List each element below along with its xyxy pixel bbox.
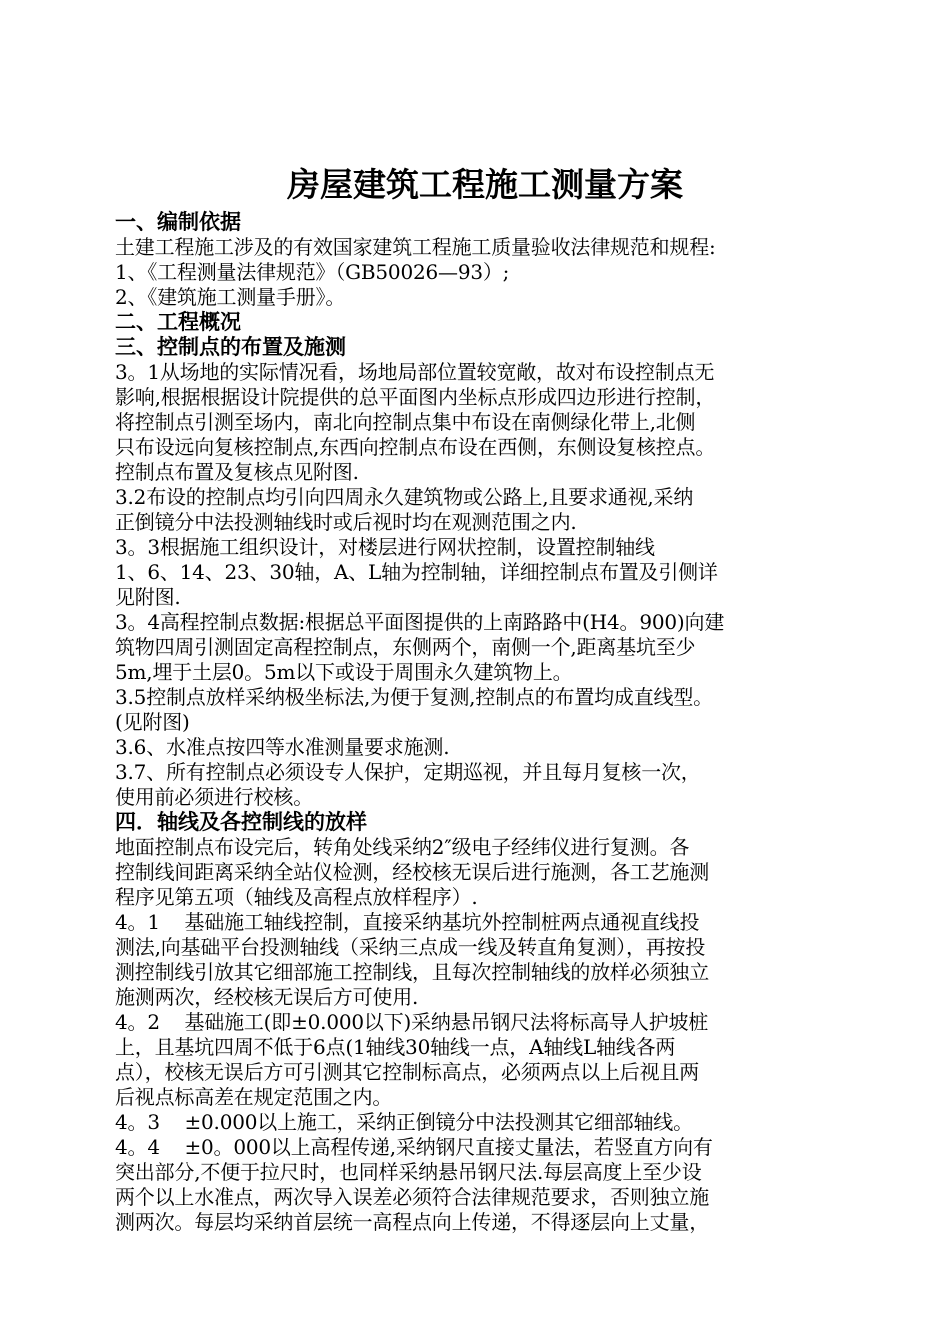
paragraph-line: 2、《建筑施工测量手册》。 (115, 285, 346, 309)
paragraph-line: 1、《工程测量法律规范》（GB50026—93）; (115, 260, 510, 284)
paragraph-line: 点），校核无误后方可引测其它控制标高点，必须两点以上后视且两 (115, 1060, 699, 1084)
paragraph-line: 施测两次，经校核无误后方可使用. (115, 985, 419, 1009)
paragraph (115, 560, 845, 610)
paragraph-line: 见附图. (115, 585, 181, 609)
paragraph-line: 3.2布设的控制点均引向四周永久建筑物或公路上,且要求通视,采纳 (115, 485, 694, 509)
paragraph-line: 控制点布置及复核点见附图. (115, 460, 359, 484)
paragraph-line: 使用前必须进行校核。 (115, 785, 313, 809)
paragraph-line: 4。2 基础施工(即±0.000以下)采纳悬吊钢尺法将标高导人护坡桩 (115, 1010, 709, 1034)
paragraph-line: 上，且基坑四周不低于6点(1轴线30轴线一点，A轴线L轴线各两 (115, 1035, 676, 1059)
paragraph-line: 将控制点引测至场内，南北向控制点集中布设在南侧绿化带上,北侧 (115, 410, 696, 434)
paragraph (115, 285, 845, 310)
paragraph-line: 土建工程施工涉及的有效国家建筑工程施工质量验收法律规范和规程: (115, 235, 716, 259)
paragraph-line: 只布设远向复核控制点,东西向控制点布设在西侧，东侧设复核控点。 (115, 435, 716, 459)
paragraph-line: 4。1 基础施工轴线控制，直接采纳基坑外控制桩两点通视直线投 (115, 910, 700, 934)
paragraph-line: 4。3 ±0.000以上施工，采纳正倒镜分中法投测其它细部轴线。 (115, 1110, 693, 1134)
paragraph (115, 835, 845, 910)
paragraph (115, 1010, 845, 1110)
paragraph (115, 610, 845, 685)
paragraph-line: 1、6、14、23、30轴，A、L轴为控制轴，详细控制点布置及引侧详 (115, 560, 718, 584)
paragraph (115, 360, 845, 485)
paragraph-line: 筑物四周引测固定高程控制点，东侧两个，南侧一个,距离基坑至少 (115, 635, 696, 659)
paragraph (115, 485, 845, 535)
paragraph (115, 1135, 845, 1235)
paragraph (115, 260, 845, 285)
paragraph-line: 正倒镜分中法投测轴线时或后视时均在观测范围之内. (115, 510, 577, 534)
paragraph-line: (见附图) (115, 710, 190, 734)
paragraph (115, 235, 845, 260)
paragraph-line: 3.6、水准点按四等水准测量要求施测. (115, 735, 450, 759)
paragraph-line: 测控制线引放其它细部施工控制线，且每次控制轴线的放样必须独立 (115, 960, 709, 984)
paragraph-line: 后视点标高差在规定范围之内。 (115, 1085, 393, 1109)
paragraph-line: 3.7、所有控制点必须设专人保护，定期巡视，并且每月复核一次， (115, 760, 701, 784)
paragraph-line: 3.5控制点放样采纳极坐标法,为便于复测,控制点的布置均成直线型。 (115, 685, 713, 709)
document-body (115, 210, 845, 1235)
paragraph-line: 程序见第五项（轴线及高程点放样程序）. (115, 885, 478, 909)
paragraph-line: 影响,根据根据设计院提供的总平面图内坐标点形成四边形进行控制， (115, 385, 716, 409)
document-page (115, 160, 845, 1235)
paragraph (115, 685, 845, 735)
paragraph (115, 535, 845, 560)
paragraph-line: 3。1从场地的实际情况看，场地局部位置较宽敞，故对布设控制点无 (115, 360, 715, 384)
paragraph-line: 3。3根据施工组织设计，对楼层进行网状控制，设置控制轴线 (115, 535, 655, 559)
paragraph (115, 760, 845, 810)
paragraph-line: 测两次。每层均采纳首层统一高程点向上传递，不得逐层向上丈量， (115, 1210, 709, 1234)
paragraph-line: 4。4 ±0。000以上高程传递,采纳钢尺直接丈量法，若竖直方向有 (115, 1135, 713, 1159)
section-heading: 二、工程概况 (115, 310, 241, 334)
section-heading: 三、控制点的布置及施测 (115, 335, 346, 359)
paragraph-line: 5m,埋于土层0。5m以下或设于周围永久建筑物上。 (115, 660, 573, 684)
paragraph-line: 3。4高程控制点数据:根据总平面图提供的上南路路中(H4。900)向建 (115, 610, 725, 634)
paragraph-line: 两个以上水准点，两次导入误差必须符合法律规范要求，否则独立施 (115, 1185, 709, 1209)
paragraph-line: 地面控制点布设完后，转角处线采纳2″级电子经纬仪进行复测。各 (115, 835, 690, 859)
paragraph (115, 1110, 845, 1135)
section-heading: 四．轴线及各控制线的放样 (115, 810, 367, 834)
paragraph-line: 突出部分,不便于拉尺时，也同样采纳悬吊钢尺法.每层高度上至少设 (115, 1160, 702, 1184)
document-title: 房屋建筑工程施工测量方案 (287, 165, 683, 204)
paragraph (115, 735, 845, 760)
paragraph-line: 测法,向基础平台投测轴线（采纳三点成一线及转直角复测），再按投 (115, 935, 706, 959)
section-heading: 一、编制依据 (115, 210, 241, 234)
paragraph (115, 910, 845, 1010)
paragraph-line: 控制线间距离采纳全站仪检测，经校核无误后进行施测，各工艺施测 (115, 860, 709, 884)
